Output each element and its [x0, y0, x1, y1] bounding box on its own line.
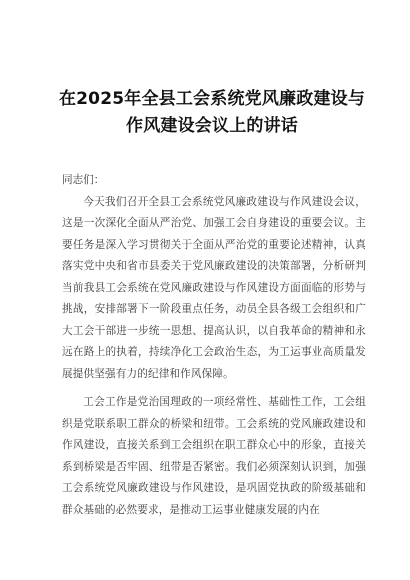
- document-title: [58, 86, 366, 140]
- paragraph-2: 工会工作是党治国理政的一项经常性、基础性工作，工会组织是党联系职工群众的桥梁和纽带。工会系统的党风廉政建设和作风建设，直接关系到工会组织在职工群众心中的形象，直接关系到桥梁是否牢固、纽带是否紧密。我们必须深刻认识到，加强工会系统党风廉政建设与作风建设，是巩固党执政的阶级基础和群众基础的必然要求，是推动工运事业健康发展的内在: [62, 396, 366, 516]
- salutation: 同志们：: [62, 174, 105, 186]
- paragraph-1: 今天我们召开全县工会系统党风廉政建设与作风建设会议，这是一次深化全面从严治党、加强工会自身建设的重要会议。主要任务是深入学习贯彻关于全面从严治党的重要论述精神，认真落实党中央和省市县委关于党风廉政建设的决策部署，分析研判当前我县工会系统在党风廉政建设与作风建设方面面临的形势与挑战，安排部署下一阶段重点任务，动员全县各级工会组织和广大工会干部进一步统一思想、提高认识，以自我革命的精神和永远在路上的执着，持续净化工会政治生态，为工运事业高质量发展提供坚强有力的纪律和作风保障。: [62, 195, 366, 380]
- title-line-2: 作风建设会议上的讲话: [126, 116, 298, 136]
- title-line-1: 在2025年全县工会系统党风廉政建设与: [58, 89, 366, 109]
